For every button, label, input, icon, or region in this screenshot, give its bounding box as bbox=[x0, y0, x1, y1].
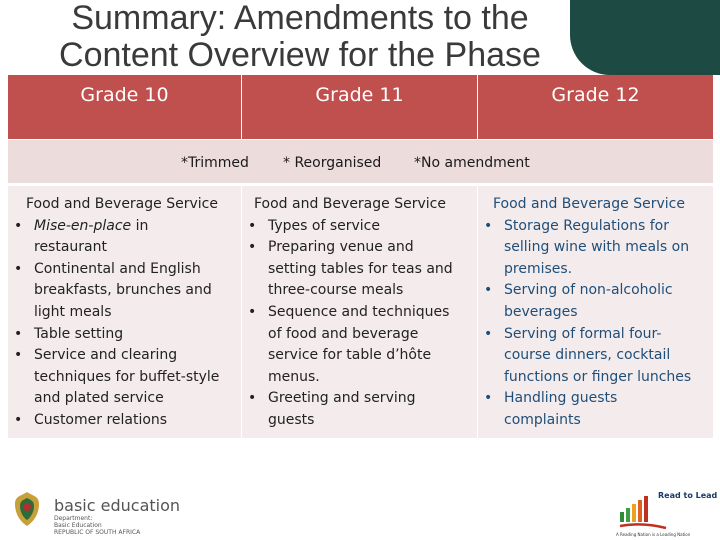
list-item: • Types of service bbox=[246, 216, 477, 238]
grade-header-row bbox=[8, 75, 713, 139]
logo-tagline-text: A Reading Nation is a Leading Nation bbox=[616, 532, 691, 537]
logo-main-text: basic education bbox=[54, 496, 181, 515]
logo-line-1: Department: bbox=[54, 515, 93, 522]
column-title: Food and Beverage Service bbox=[26, 196, 218, 212]
list-item: • Serving of formal four- course dinners, cocktail functions or finger lunches bbox=[482, 324, 713, 389]
list-item: • Customer relations bbox=[12, 410, 241, 432]
list-item: • Preparing venue and setting tables for teas and three-course meals bbox=[246, 237, 477, 302]
column-title: Food and Beverage Service bbox=[254, 196, 446, 212]
list-item: • Greeting and serving guests bbox=[246, 388, 477, 431]
footer bbox=[0, 440, 720, 540]
grade-12-column bbox=[478, 186, 713, 438]
logo-line-3: REPUBLIC OF SOUTH AFRICA bbox=[54, 529, 141, 536]
topic-list bbox=[246, 216, 477, 432]
grade-10-column bbox=[8, 186, 242, 438]
list-item: • Handling guests complaints bbox=[482, 388, 713, 431]
header-grade-11: Grade 11 bbox=[242, 75, 478, 139]
list-item: • Mise-en-place in restaurant bbox=[12, 216, 241, 259]
title-line-2: Content Overview for the Phase bbox=[59, 36, 541, 74]
column-title: Food and Beverage Service bbox=[493, 196, 685, 212]
title-line-1: Summary: Amendments to the bbox=[71, 0, 529, 37]
logo-line-2: Basic Education bbox=[54, 522, 102, 529]
legend-reorganised: * Reorganised bbox=[283, 155, 382, 171]
legend-row bbox=[8, 139, 713, 183]
list-item: • Table setting bbox=[12, 324, 241, 346]
read-to-lead-logo bbox=[612, 478, 720, 540]
header-grade-12: Grade 12 bbox=[551, 84, 640, 106]
basic-education-logo bbox=[54, 497, 180, 536]
list-item: • Service and clearing techniques for buffet-style and plated service bbox=[12, 345, 241, 410]
list-item: • Storage Regulations for selling wine with meals on premises. bbox=[482, 216, 713, 281]
legend-no-amendment: *No amendment bbox=[414, 155, 530, 171]
coat-of-arms-icon bbox=[12, 490, 42, 528]
list-item: • Serving of non-alcoholic beverages bbox=[482, 280, 713, 323]
list-item: • Sequence and techniques of food and beverage service for table d’hôte menus. bbox=[246, 302, 477, 388]
list-item: • Continental and English breakfasts, brunches and light meals bbox=[12, 259, 241, 324]
header-grade-10: Grade 10 bbox=[8, 75, 242, 139]
slide-title bbox=[0, 0, 600, 74]
content-row bbox=[8, 185, 713, 438]
topic-list bbox=[482, 216, 713, 432]
logo-title-text: Read to Lead bbox=[658, 491, 718, 500]
topic-list bbox=[12, 216, 241, 432]
summary-table bbox=[8, 75, 713, 438]
grade-11-column bbox=[242, 186, 478, 438]
legend-trimmed: *Trimmed bbox=[181, 155, 249, 171]
